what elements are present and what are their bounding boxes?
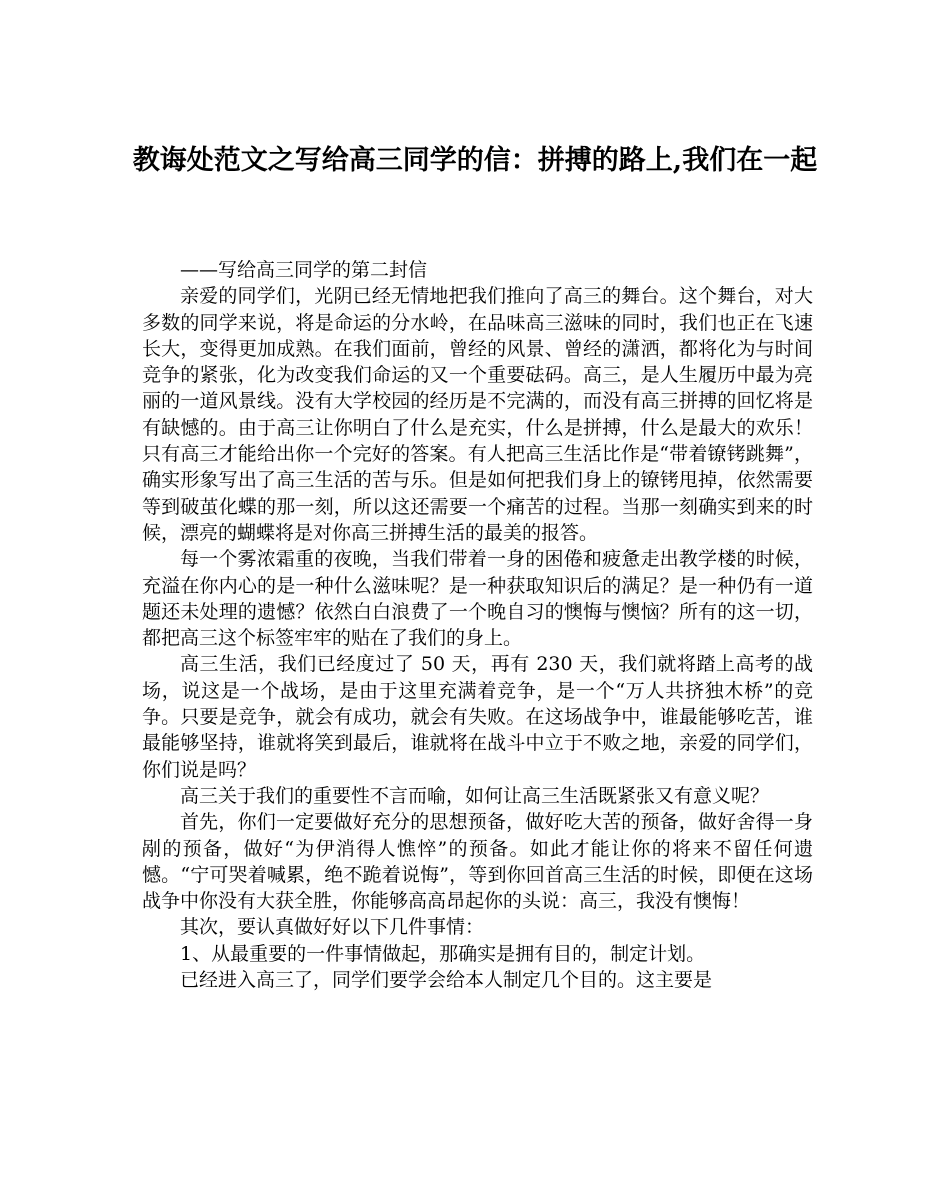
document-subtitle: ——写给高三同学的第二封信 <box>180 259 428 281</box>
document-title: 教诲处范文之写给高三同学的信：拼搏的路上,我们在一起 <box>132 145 818 176</box>
paragraph-7: 1、从最重要的一件事情做起，那确实是拥有目的，制定计划。 <box>180 942 706 965</box>
paragraph-5: 首先，你们一定要做好充分的思想预备，做好吃大苦的预备，做好舍得一身剐的预备，做好“为伊消得人憔悴”的预备。如此才能让你的将来不留任何遗憾。“宁可哭着喊累，绝不跪着说悔”，等到你回首高三生活的时候，即便在这场战争中你没有大获全胜，你能够高高昂起你的头说：高三，我没有懊悔！ <box>142 811 813 913</box>
paragraph-2: 每一个雾浓霜重的夜晚，当我们带着一身的困倦和疲惫走出教学楼的时候，充溢在你内心的是一种什么滋味呢？是一种获取知识后的满足？是一种仍有一道题还未处理的遗憾？依然白白浪费了一个晚自习的懊悔与懊恼？所有的这一切，都把高三这个标签牢牢的贴在了我们的身上。 <box>142 548 813 650</box>
paragraph-8: 已经进入高三了，同学们要学会给本人制定几个目的。这主要是 <box>180 969 713 992</box>
paragraph-4: 高三关于我们的重要性不言而喻，如何让高三生活既紧张又有意义呢？ <box>180 784 770 807</box>
paragraph-3: 高三生活，我们已经度过了 50 天，再有 230 天，我们就将踏上高考的战场，说这是一个战场，是由于这里充满着竞争，是一个“万人共挤独木桥”的竞争。只要是竞争，就会有成功，就会有失败。在这场战争中，谁最能够吃苦，谁最能够坚持，谁就将笑到最后，谁就将在战斗中立于不败之地，亲爱的同学们，你们说是吗？ <box>142 653 813 781</box>
paragraph-1: 亲爱的同学们，光阴已经无情地把我们推向了高三的舞台。这个舞台，对大多数的同学来说，将是命运的分水岭，在品味高三滋味的同时，我们也正在飞速长大，变得更加成熟。在我们面前，曾经的风景、曾经的潇洒，都将化为与时间竞争的紧张，化为改变我们命运的又一个重要砝码。高三，是人生履历中最为亮丽的一道风景线。没有大学校园的经历是不完满的，而没有高三拼搏的回忆将是有缺憾的。由于高三让你明白了什么是充实，什么是拼搏，什么是最大的欢乐！只有高三才能给出你一个完好的答案。有人把高三生活比作是“带着镣铐跳舞”，确实形象写出了高三生活的苦与乐。但是如何把我们身上的镣铐甩掉，依然需要等到破茧化蝶的那一刻，所以这还需要一个痛苦的过程。当那一刻确实到来的时候，漂亮的蝴蝶将是对你高三拼搏生活的最美的报答。 <box>142 285 813 544</box>
document-body <box>142 257 813 993</box>
paragraph-6: 其次，要认真做好好以下几件事情： <box>180 916 485 939</box>
